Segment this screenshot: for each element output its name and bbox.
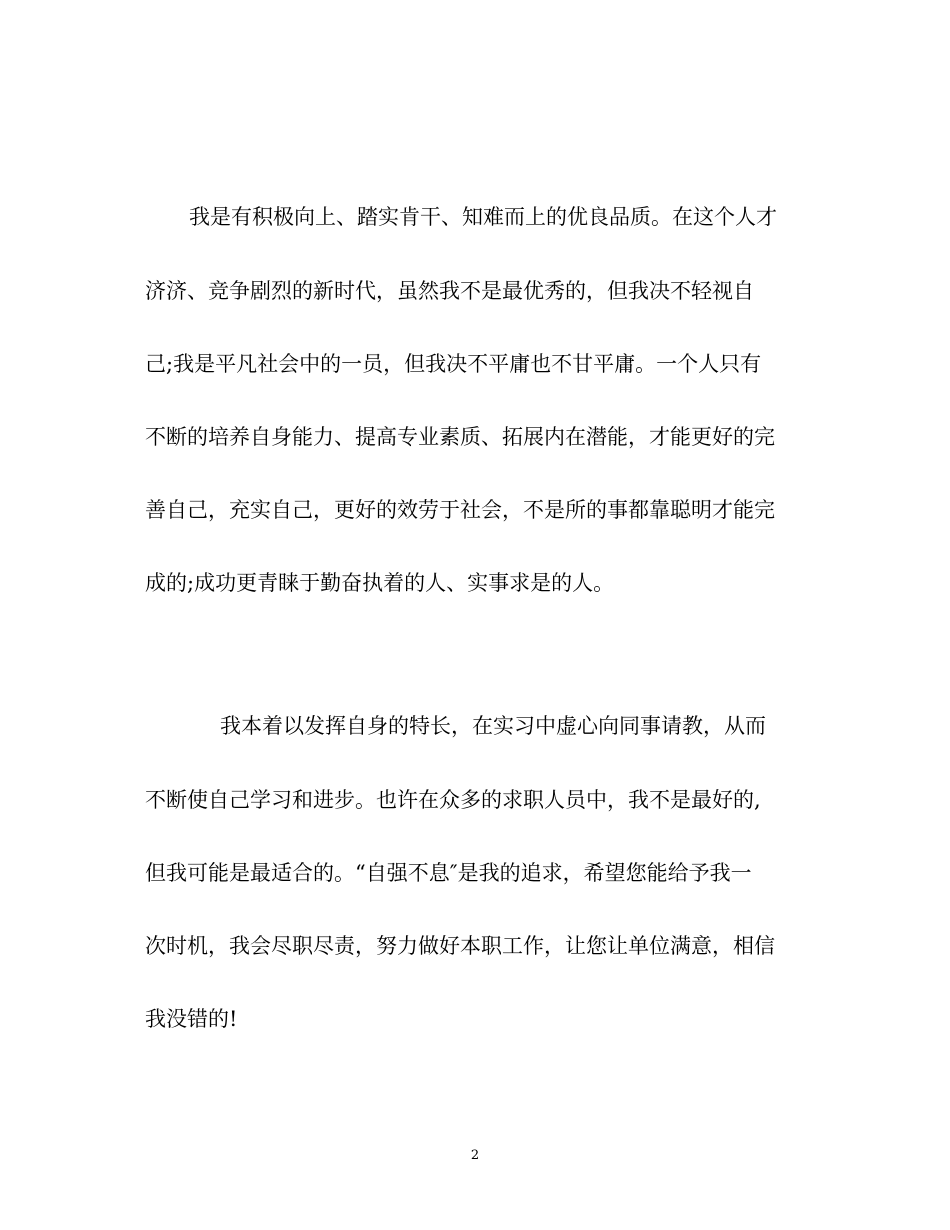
paragraph-2-line-3: 但我可能是最适合的。“自强不息″是我的追求，希望您能给予我一 [145, 861, 752, 885]
paragraph-2-line-4: 次时机，我会尽职尽责，努力做好本职工作，让您让单位满意，相信 [145, 934, 775, 958]
paragraph-1-line-2: 济济、竞争剧烈的新时代，虽然我不是最优秀的，但我决不轻视自 [145, 279, 754, 303]
paragraph-1-line-3: 己;我是平凡社会中的一员，但我决不平庸也不甘平庸。一个人只有 [145, 352, 762, 376]
paragraph-2-line-5: 我没错的! [145, 1007, 238, 1031]
paragraph-1-line-5: 善自己，充实自己，更好的效劳于社会，不是所的事都靠聪明才能完 [145, 498, 775, 522]
paragraph-1-line-6: 成的;成功更青睐于勤奋执着的人、实事求是的人。 [145, 571, 615, 595]
paragraph-2-line-2: 不断使自己学习和进步。也许在众多的求职人员中，我不是最好的, [145, 788, 761, 812]
paragraph-2-line-1: 我本着以发挥自身的特长，在实习中虚心向同事请教，从而 [220, 714, 766, 738]
page-number: 2 [470, 1148, 480, 1163]
paragraph-1-line-1: 我是有积极向上、踏实肯干、知难而上的优良品质。在这个人才 [189, 205, 777, 229]
paragraph-1-line-4: 不断的培养自身能力、提高专业素质、拓展内在潜能，才能更好的完 [145, 425, 775, 449]
